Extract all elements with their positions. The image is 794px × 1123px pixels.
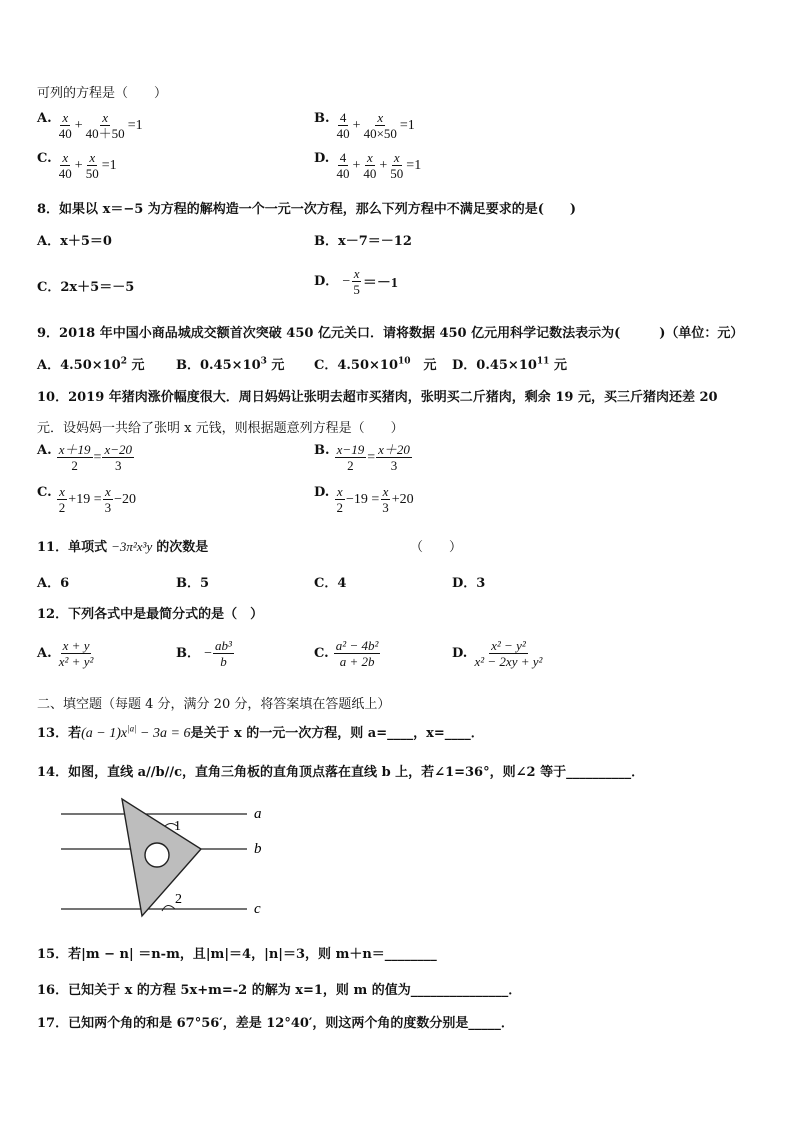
q13-stem: 13．若$(a - 1)x^{|a|} - 3a = 6$是关于 x 的一元一次方程，则 a=____，x=____．	[37, 723, 484, 741]
q14-stem: 14．如图，直线 a//b//c，直角三角板的直角顶点落在直线 b 上，若∠1=36°，则∠2 等于__________．	[37, 765, 645, 780]
q12-option-b: B． − $\frac{\text{ab³}}{b}$	[176, 638, 232, 669]
q8-option-b: B．x－7＝－12	[314, 234, 412, 249]
q10-option-a: A. $\frac{x+19}{2}$ = $\frac{x-20}{3}$	[37, 442, 132, 473]
ruler-hole	[145, 843, 169, 867]
label-angle-1: 1	[174, 819, 181, 834]
label-angle-2: 2	[175, 892, 182, 907]
q8-option-d: D． − $\frac{x}{5}$ ＝－1	[314, 266, 398, 297]
q11-option-b: B．5	[176, 576, 210, 591]
q9-option-d: D．$0.45\times 10^{11}$ 元	[452, 356, 567, 373]
q14-figure	[55, 793, 275, 921]
q7-option-b: B. $\frac{4}{40}$ + $\frac{x}{40\times 50}$ =1	[314, 110, 415, 141]
section-2-heading: 二、填空题（每题 4 分，满分 20 分，将答案填在答题纸上）	[37, 697, 391, 712]
q15-stem: 15．若|m − n| ＝n-m，且|m|＝4，|n|＝3，则 m＋n＝________	[37, 947, 437, 962]
q9-option-c: C．$4.50\times 10^{10}$ 元	[314, 356, 437, 373]
q12-option-a: A. $\frac{x + y}{\text{x² + y²}}$	[37, 638, 94, 669]
q10-option-c: C. $\frac{x}{2}$ +19 = $\frac{x}{3}$ −20	[37, 484, 136, 515]
q8-stem: 8．如果以 x＝−5 为方程的解构造一个一元一次方程，那么下列方程中不满足要求的是( )	[37, 202, 577, 217]
angle-2-arc	[162, 905, 175, 911]
q16-stem: 16．已知关于 x 的方程 5x+m=-2 的解为 x=1，则 m 的值为_______________．	[37, 983, 522, 998]
q9-stem: 9．2018 年中国小商品城成交额首次突破 450 亿元关口．请将数据 450 亿元用科学记数法表示为( )（单位：元）	[37, 326, 744, 341]
q8-option-c: C．2x＋5＝－5	[37, 280, 135, 295]
q12-option-c: C. $\frac{\text{a² − 4b²}}{a + 2b}$	[314, 638, 379, 669]
q9-option-b: B．$0.45\times 10^3$ 元	[176, 356, 285, 373]
q12-stem: 12．下列各式中是最简分式的是（ ）	[37, 607, 264, 622]
q9-option-a: A．$4.50\times 10^2$ 元	[37, 356, 145, 373]
q10-option-d: D. $\frac{x}{2}$ −19 = $\frac{x}{3}$ +20	[314, 484, 414, 515]
q8-option-a: A．x＋5＝0	[37, 234, 112, 249]
q12-option-d: D. $\frac{\text{x² − y²}}{\text{x² − 2xy + y²}}$	[452, 638, 543, 669]
label-c: c	[254, 901, 261, 917]
q11-paren: （ ）	[410, 540, 463, 555]
q11-stem: 11．单项式 −3π²x³y 的次数是	[37, 539, 209, 555]
q11-option-c: C．4	[314, 576, 347, 591]
q7-option-c: C. $\frac{x}{40}$ + $\frac{x}{50}$ =1	[37, 150, 117, 181]
q7-option-a: A. $\frac{x}{40}$ + $\frac{x}{40+50}$ =1	[37, 110, 143, 141]
label-a: a	[254, 806, 262, 822]
q17-stem: 17．已知两个角的和是 67°56′，差是 12°40′，则这两个角的度数分别是_____．	[37, 1016, 514, 1031]
q11-option-d: D．3	[452, 576, 486, 591]
q10-stem-line2: 元．设妈妈一共给了张明 x 元钱，则根据题意列方程是（ ）	[37, 421, 404, 436]
label-b: b	[254, 841, 262, 857]
question-intro: 可列的方程是（ ）	[37, 86, 168, 101]
q11-option-a: A．6	[37, 576, 70, 591]
q10-option-b: B. $\frac{x-19}{2}$ = $\frac{x+20}{3}$	[314, 442, 410, 473]
q10-stem-line1: 10．2019 年猪肉涨价幅度很大．周日妈妈让张明去超市买猪肉，张明买二斤猪肉，剩余 19 元，买三斤猪肉还差 20	[37, 390, 718, 405]
q7-option-d: D. $\frac{4}{40}$ + $\frac{x}{40}$ + $\frac{x}{50}$ =1	[314, 150, 422, 181]
